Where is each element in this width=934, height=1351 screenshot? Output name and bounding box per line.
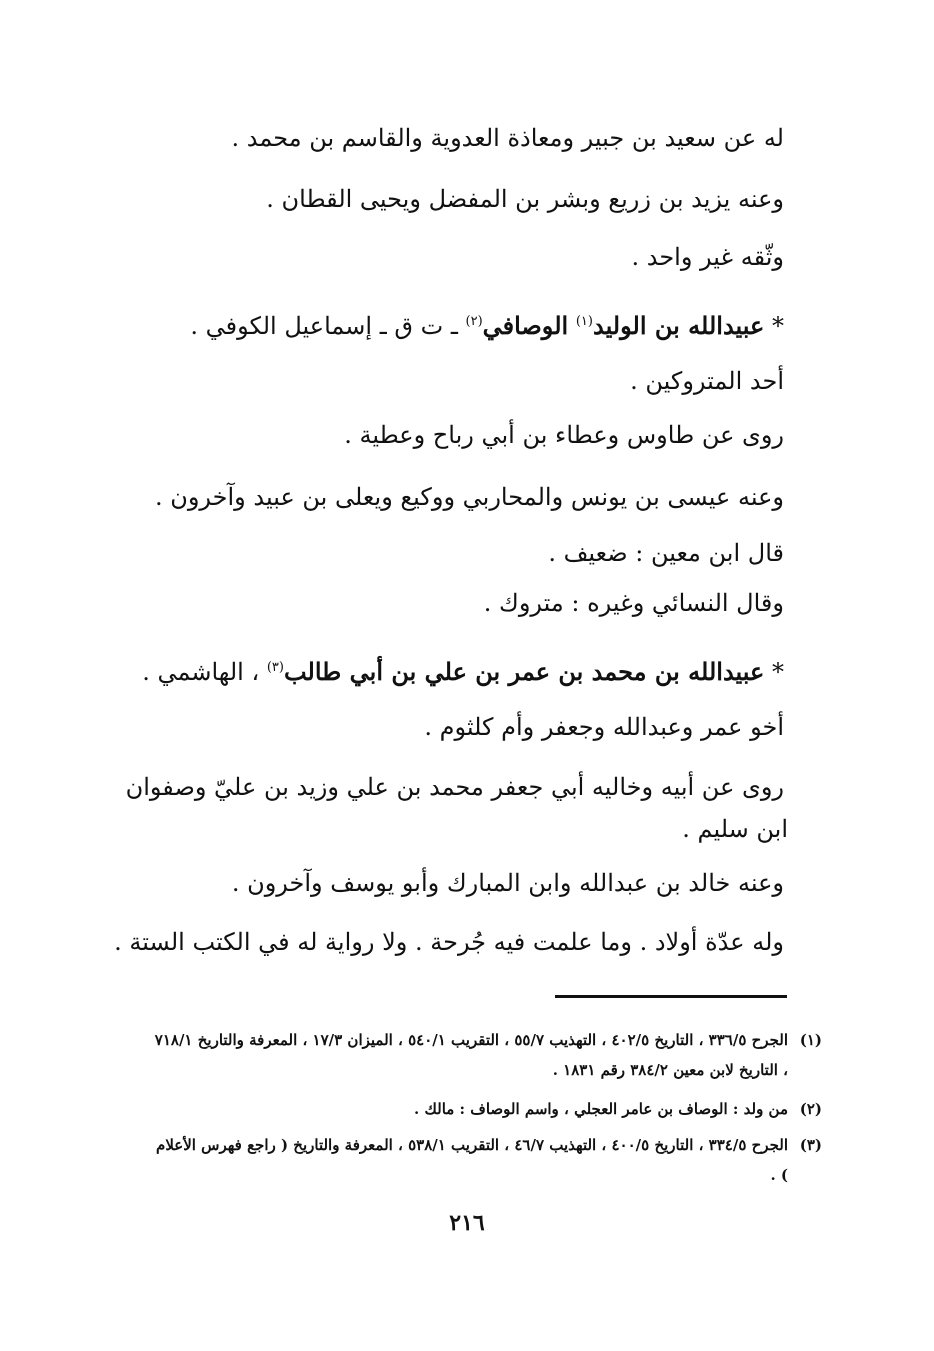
footnote-ref-1: (١) xyxy=(575,314,593,329)
footnote-2 xyxy=(148,1094,822,1124)
text-line-8: وقال النسائي وغيره : متروك . xyxy=(483,589,784,617)
entry-heading-2 xyxy=(142,651,784,689)
footnote-separator xyxy=(555,995,787,998)
footnote-ref-2: (٢) xyxy=(465,314,483,329)
footnote-number: (١) xyxy=(799,1031,822,1049)
footnote-3 xyxy=(148,1130,822,1190)
text-line-11: ابن سليم . xyxy=(682,815,788,843)
footnote-1 xyxy=(148,1025,822,1085)
entry-details: ، الهاشمي . xyxy=(142,658,260,686)
entry-name: عبيدالله بن محمد بن عمر بن علي بن أبي طالب xyxy=(283,657,765,686)
entry-bullet: * xyxy=(772,658,784,686)
footnote-text: الجرح ٣٣٦/٥ ، التاريخ ٤٠٢/٥ ، التهذيب ٥٥/٧ ، التقريب ٥٤٠/١ ، الميزان ١٧/٣ ، المعرفة والتاريخ ٧١٨/١ ، التاريخ لابن معين ٣٨٤/٢ رقم ١٨٣١ . xyxy=(154,1031,788,1079)
text-line-7: قال ابن معين : ضعيف . xyxy=(548,539,784,567)
text-line-1: له عن سعيد بن جبير ومعاذة العدوية والقاسم بن محمد . xyxy=(231,124,784,152)
text-line-10: روى عن أبيه وخاليه أبي جعفر محمد بن علي وزيد بن عليّ وصفوان xyxy=(125,773,784,801)
text-line-13: وله عدّة أولاد . وما علمت فيه جُرحة . ولا رواية له في الكتب الستة . xyxy=(114,928,784,956)
text-line-12: وعنه خالد بن عبدالله وابن المبارك وأبو يوسف وآخرون . xyxy=(231,869,784,897)
text-line-2: وعنه يزيد بن زريع وبشر بن المفضل ويحيى القطان . xyxy=(266,185,784,213)
text-line-5: روى عن طاوس وعطاء بن أبي رباح وعطية . xyxy=(344,421,784,449)
footnote-number: (٢) xyxy=(799,1100,822,1118)
footnote-text: الجرح ٣٣٤/٥ ، التاريخ ٤٠٠/٥ ، التهذيب ٤٦/٧ ، التقريب ٥٣٨/١ ، المعرفة والتاريخ ( راجع فهرس الأعلام ) . xyxy=(156,1136,788,1184)
page-number: ٢١٦ xyxy=(449,1210,485,1236)
entry-details: ـ ت ق ـ إسماعيل الكوفي . xyxy=(190,312,458,340)
text-line-9: أخو عمر وعبدالله وجعفر وأم كلثوم . xyxy=(424,713,784,741)
text-line-6: وعنه عيسى بن يونس والمحاربي ووكيع ويعلى بن عبيد وآخرون . xyxy=(154,483,784,511)
entry-bullet: * xyxy=(772,312,784,340)
text-line-4: أحد المتروكين . xyxy=(630,367,784,395)
entry-name-part-1: عبيدالله بن الوليد xyxy=(592,311,765,340)
footnote-text: من ولد : الوصاف بن عامر العجلي ، واسم الوصاف : مالك . xyxy=(414,1100,788,1118)
footnote-number: (٣) xyxy=(799,1136,822,1154)
entry-heading-1 xyxy=(190,305,784,343)
entry-name-part-2: الوصافي xyxy=(482,311,569,340)
text-line-3: وثّقه غير واحد . xyxy=(631,243,784,271)
footnote-ref-3: (٣) xyxy=(266,660,284,675)
